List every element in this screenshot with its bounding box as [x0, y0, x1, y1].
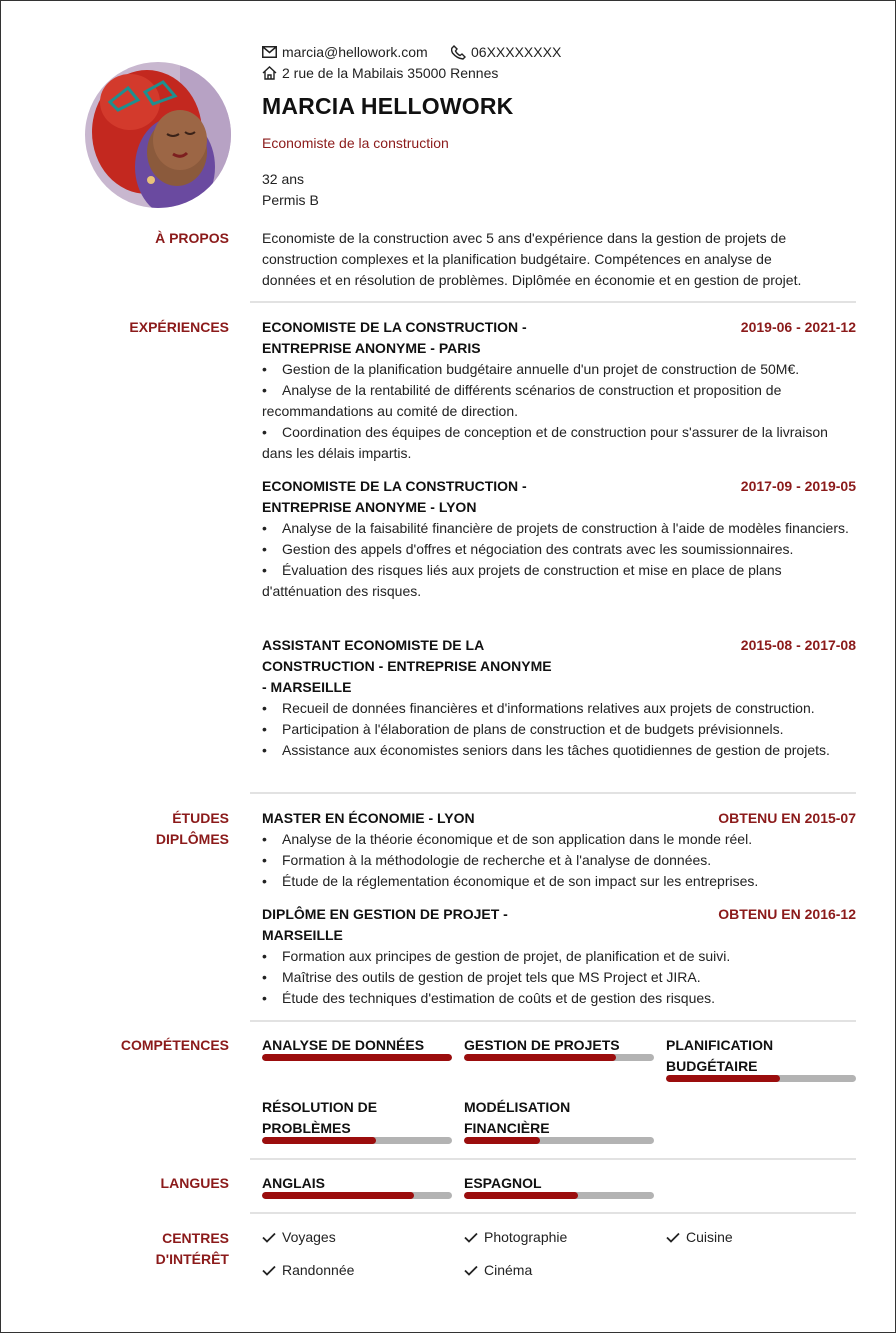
- experience-entry: [262, 476, 856, 602]
- driving-license: Permis B: [262, 192, 319, 208]
- entry-date: 2015-08 - 2017-08: [740, 637, 856, 653]
- divider: [250, 1158, 856, 1160]
- interest-item: Photographie: [464, 1229, 567, 1245]
- entry-title: DIPLÔME EN GESTION DE PROJET - MARSEILLE: [262, 906, 508, 943]
- skill-item: [262, 1035, 452, 1061]
- section-title-education: ÉTUDES DIPLÔMES: [155, 810, 229, 847]
- divider: [250, 1020, 856, 1022]
- section-title-skills: COMPÉTENCES: [120, 1037, 229, 1053]
- about-line: Economiste de la construction avec 5 ans d'expérience dans la gestion de projets de: [262, 230, 787, 246]
- check-icon: [262, 1232, 276, 1243]
- entry-title: ECONOMISTE DE LA CONSTRUCTION - ENTREPRISE ANONYME - PARIS: [262, 319, 527, 356]
- skill-level-bar: [464, 1054, 654, 1061]
- section-title-interests: CENTRES D'INTÉRÊT: [155, 1230, 229, 1267]
- language-name: ESPAGNOL: [464, 1175, 542, 1191]
- language-name: ANGLAIS: [262, 1175, 325, 1191]
- entry-title: MASTER EN ÉCONOMIE - LYON: [262, 810, 475, 826]
- about-text: [262, 228, 856, 291]
- skill-item: [464, 1097, 654, 1144]
- entry-date: OBTENU EN 2016-12: [718, 906, 856, 922]
- list-item: • Analyse de la rentabilité de différents scénarios de construction et proposition de recommandations au comité de direction.: [262, 382, 782, 419]
- candidate-name: MARCIA HELLOWORK: [262, 93, 514, 119]
- about-line: construction complexes et la planification budgétaire. Compétences en analyse de: [262, 251, 772, 267]
- address-text: 2 rue de la Mabilais 35000 Rennes: [282, 65, 499, 81]
- experience-entry: [262, 317, 856, 464]
- list-item: • Gestion de la planification budgétaire annuelle d'un projet de construction de 50M€.: [262, 361, 800, 377]
- experience-entry: [262, 635, 856, 761]
- home-icon: [262, 66, 277, 80]
- skill-name: RÉSOLUTION DE PROBLÈMES: [262, 1099, 378, 1136]
- check-icon: [262, 1265, 276, 1276]
- list-item: • Formation aux principes de gestion de projet, de planification et de suivi.: [262, 948, 731, 964]
- section-title-languages: LANGUES: [160, 1175, 229, 1191]
- list-item: • Recueil de données financières et d'informations relatives aux projets de construction.: [262, 700, 815, 716]
- skill-item: [262, 1097, 452, 1144]
- entry-date: 2019-06 - 2021-12: [740, 319, 856, 335]
- list-item: • Étude des techniques d'estimation de coûts et de gestion des risques.: [262, 990, 716, 1006]
- skill-name: GESTION DE PROJETS: [464, 1037, 620, 1053]
- skill-item: [666, 1035, 856, 1082]
- list-item: • Étude de la réglementation économique et de son impact sur les entreprises.: [262, 873, 759, 889]
- entry-date: 2017-09 - 2019-05: [740, 478, 856, 494]
- interest-item: Voyages: [262, 1229, 336, 1245]
- check-icon: [666, 1232, 680, 1243]
- entry-title: ASSISTANT ECONOMISTE DE LA CONSTRUCTION - ENTREPRISE ANONYME - MARSEILLE: [262, 637, 552, 695]
- language-item: [262, 1173, 452, 1199]
- list-item: • Participation à l'élaboration de plans de construction et de budgets prévisionnels.: [262, 721, 784, 737]
- section-title-experience: EXPÉRIENCES: [129, 319, 229, 335]
- skill-name: PLANIFICATION BUDGÉTAIRE: [666, 1037, 774, 1074]
- phone-icon: [451, 45, 466, 60]
- skill-name: ANALYSE DE DONNÉES: [262, 1037, 425, 1053]
- education-entry: [262, 904, 856, 1009]
- skill-name: MODÉLISATION FINANCIÈRE: [464, 1099, 571, 1136]
- entry-title: ECONOMISTE DE LA CONSTRUCTION - ENTREPRISE ANONYME - LYON: [262, 478, 527, 515]
- language-item: [464, 1173, 654, 1199]
- list-item: • Analyse de la théorie économique et de son application dans le monde réel.: [262, 831, 753, 847]
- check-icon: [464, 1265, 478, 1276]
- language-level-bar: [464, 1192, 654, 1199]
- education-entry: [262, 808, 856, 892]
- interest-item: Cuisine: [666, 1229, 733, 1245]
- skill-level-bar: [262, 1137, 452, 1144]
- about-line: données et en résolution de problèmes. Diplômée en économie et en gestion de projet.: [262, 272, 802, 288]
- list-item: • Assistance aux économistes seniors dans les tâches quotidiennes de gestion de projets.: [262, 742, 830, 758]
- entry-date: OBTENU EN 2015-07: [718, 810, 856, 826]
- list-item: • Évaluation des risques liés aux projets de construction et mise en place de plans d'atténuation des risques.: [262, 562, 782, 599]
- profile-photo: [85, 62, 231, 208]
- address-contact: [262, 65, 498, 81]
- divider: [250, 792, 856, 794]
- phone-text: 06XXXXXXXX: [471, 44, 562, 60]
- interest-item: Randonnée: [262, 1262, 354, 1278]
- language-level-bar: [262, 1192, 452, 1199]
- list-item: • Gestion des appels d'offres et négociation des contrats avec les soumissionnaires.: [262, 541, 794, 557]
- job-title: Economiste de la construction: [262, 135, 449, 151]
- check-icon: [464, 1232, 478, 1243]
- list-item: • Maîtrise des outils de gestion de projet tels que MS Project et JIRA.: [262, 969, 701, 985]
- divider: [250, 301, 856, 303]
- divider: [250, 1212, 856, 1214]
- list-item: • Coordination des équipes de conception et de construction pour s'assurer de la livraison dans les délais impartis.: [262, 424, 828, 461]
- mail-icon: [262, 46, 277, 58]
- interest-item: Cinéma: [464, 1262, 532, 1278]
- email-contact[interactable]: [262, 44, 428, 60]
- skill-level-bar: [262, 1054, 452, 1061]
- section-title-about: À PROPOS: [155, 230, 229, 246]
- email-text: marcia@hellowork.com: [282, 44, 428, 60]
- list-item: • Formation à la méthodologie de recherche et à l'analyse de données.: [262, 852, 712, 868]
- skill-level-bar: [666, 1075, 856, 1082]
- age: 32 ans: [262, 171, 305, 187]
- skill-item: [464, 1035, 654, 1061]
- phone-contact[interactable]: [451, 44, 561, 60]
- skill-level-bar: [464, 1137, 654, 1144]
- list-item: • Analyse de la faisabilité financière de projets de construction à l'aide de modèles financiers.: [262, 520, 849, 536]
